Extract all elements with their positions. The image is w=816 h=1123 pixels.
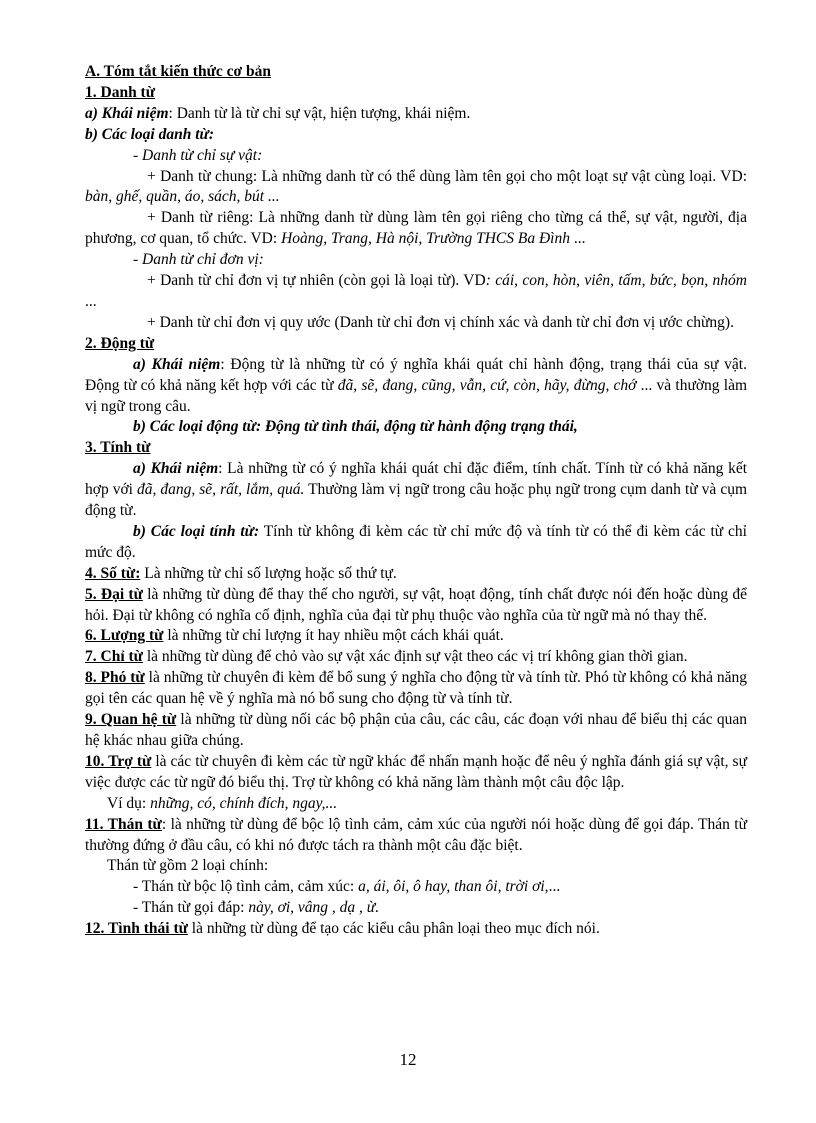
than-tu-kinds: Thán từ gồm 2 loại chính: xyxy=(107,857,269,875)
luong-tu-paragraph: 6. Lượng từ là những từ chỉ lượng ít hay nhiều một cách khái quát. xyxy=(85,627,504,645)
quan-he-tu-paragraph: 9. Quan hệ từ là những từ dùng nối các bộ phận của câu, các câu, các đoạn với nhau để biểu thị các quan hệ khác nhau giữa chúng. xyxy=(85,711,747,749)
tro-tu-example: Ví dụ: những, có, chính đích, ngay,... xyxy=(107,794,338,812)
page-number: 12 xyxy=(399,1050,417,1069)
tinh-tu-types: b) Các loại tính từ: Tính từ không đi kèm các từ chỉ mức độ và tính từ có thể đi kèm các từ chỉ mức độ. xyxy=(85,522,747,561)
dai-tu-paragraph: 5. Đại từ là những từ dùng để thay thế cho người, sự vật, hoạt động, tính chất được nói đến hoặc dùng để hỏi. Đại từ không có nghĩa cố định, nghĩa của đại từ phụ thuộc vào nghĩa của từ ngữ mà nó thay thế. xyxy=(85,585,747,624)
danh-tu-sub2: - Danh từ chỉ đơn vị: xyxy=(133,251,264,269)
heading-tinh-tu: 3. Tính từ xyxy=(85,439,151,457)
so-tu-paragraph: 4. Số từ: Là những từ chỉ số lượng hoặc số thứ tự. xyxy=(85,564,397,582)
dong-tu-types: b) Các loại động từ: Động từ tình thái, động từ hành động trạng thái, xyxy=(133,418,578,436)
heading-luong-tu: 6. Lượng từ xyxy=(85,627,164,645)
danh-tu-don-vi-tu-nhien: + Danh từ chỉ đơn vị tự nhiên (còn gọi là loại từ). VD: cái, con, hòn, viên, tấm, bức, bọn, nhóm ... xyxy=(85,272,747,310)
heading-than-tu: 11. Thán từ xyxy=(85,815,162,833)
document-page xyxy=(85,62,747,940)
than-tu-kind-1: - Thán từ bộc lộ tình cảm, cảm xúc: a, ái, ôi, ô hay, than ôi, trời ơi,... xyxy=(133,878,561,896)
heading-pho-tu: 8. Phó từ xyxy=(85,669,145,687)
heading-so-tu: 4. Số từ: xyxy=(85,564,141,582)
danh-tu-chung: + Danh từ chung: Là những danh từ có thể dùng làm tên gọi cho một loạt sự vật cùng loại. VD: bàn, ghế, quần, áo, sách, bút ... xyxy=(85,167,747,206)
heading-dong-tu: 2. Động từ xyxy=(85,334,155,352)
danh-tu-types-label: b) Các loại danh từ: xyxy=(85,125,214,143)
dong-tu-definition: a) Khái niệm: Động từ là những từ có ý nghĩa khái quát chỉ hành động, trạng thái của sự vật. Động từ có khả năng kết hợp với các từ đã, sẽ, đang, cũng, vẫn, cứ, còn, hãy, đừng, chớ ... và thường làm vị ngữ trong câu. xyxy=(85,355,748,415)
heading-tro-tu: 10. Trợ từ xyxy=(85,752,152,770)
heading-dai-tu: 5. Đại từ xyxy=(85,585,143,603)
tro-tu-paragraph: 10. Trợ từ là các từ chuyên đi kèm các từ ngữ khác để nhấn mạnh hoặc để nêu ý nghĩa đánh giá sự vật, sự việc được các từ ngữ đó biểu thị. Trợ từ không có khả năng làm thành một câu độc lập. xyxy=(85,752,747,791)
than-tu-paragraph: 11. Thán từ: là những từ dùng để bộc lộ tình cảm, cảm xúc của người nói hoặc dùng để gọi đáp. Thán từ thường đứng ở đầu câu, có khi nó được tách ra thành một câu đặc biệt. xyxy=(85,815,747,854)
tinh-thai-tu-paragraph: 12. Tình thái từ là những từ dùng để tạo các kiểu câu phân loại theo mục đích nói. xyxy=(85,920,600,938)
than-tu-kind-2: - Thán từ gọi đáp: này, ơi, vâng , dạ , ừ. xyxy=(133,899,380,917)
heading-danh-tu: 1. Danh từ xyxy=(85,83,156,101)
heading-chi-tu: 7. Chỉ từ xyxy=(85,648,143,666)
heading-tinh-thai-tu: 12. Tình thái từ xyxy=(85,920,188,938)
danh-tu-definition: a) Khái niệm: Danh từ là từ chỉ sự vật, hiện tượng, khái niệm. xyxy=(85,104,471,122)
heading-quan-he-tu: 9. Quan hệ từ xyxy=(85,711,177,729)
danh-tu-rieng: + Danh từ riêng: Là những danh từ dùng làm tên gọi riêng cho từng cá thể, sự vật, người, địa phương, cơ quan, tổ chức. VD: Hoàng, Trang, Hà nội, Trường THCS Ba Đình ... xyxy=(85,209,747,248)
tinh-tu-definition: a) Khái niệm: Là những từ có ý nghĩa khái quát chỉ đặc điểm, tính chất. Tính từ có khả năng kết hợp với đã, đang, sẽ, rất, lắm, quá. Thường làm vị ngữ trong câu hoặc phụ ngữ trong cụm danh từ và cụm động từ. xyxy=(85,460,748,520)
chi-tu-paragraph: 7. Chỉ từ là những từ dùng để chỏ vào sự vật xác định sự vật theo các vị trí không gian thời gian. xyxy=(85,648,688,666)
danh-tu-sub1: - Danh từ chỉ sự vật: xyxy=(133,146,263,164)
section-title: A. Tóm tắt kiến thức cơ bản xyxy=(85,63,271,80)
danh-tu-don-vi-quy-uoc: + Danh từ chỉ đơn vị quy ước (Danh từ chỉ đơn vị chính xác và danh từ chỉ đơn vị ước chừng). xyxy=(147,313,734,331)
pho-tu-paragraph: 8. Phó từ là những từ chuyên đi kèm để bổ sung ý nghĩa cho động từ và tính từ. Phó từ không có khả năng gọi tên các quan hệ về ý nghĩa mà nó bổ sung cho động từ và tính từ. xyxy=(85,669,747,708)
